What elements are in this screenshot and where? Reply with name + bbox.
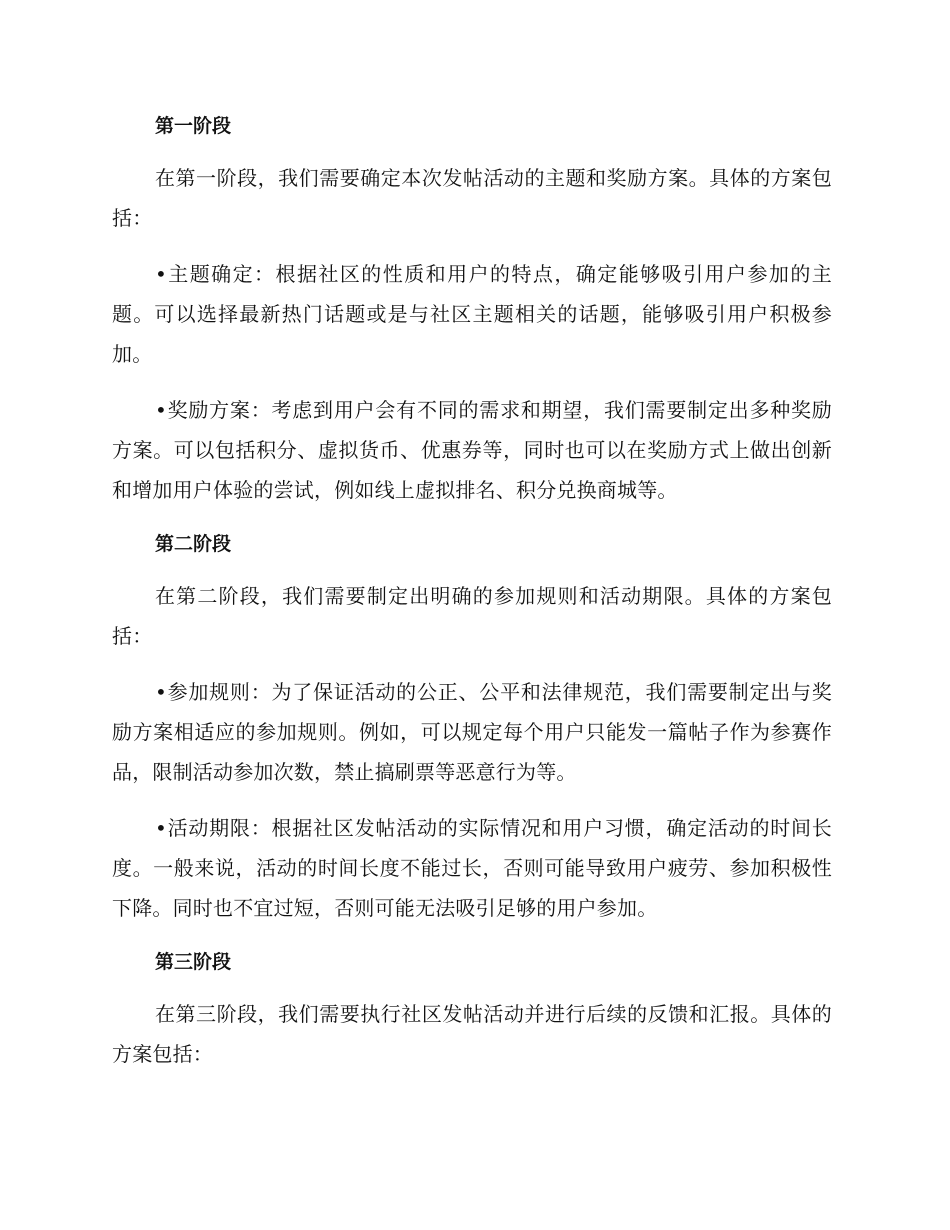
bullet-paragraph: •主题确定：根据社区的性质和用户的特点，确定能够吸引用户参加的主题。可以选择最新热门话题或是与社区主题相关的话题，能够吸引用户积极参加。: [112, 262, 832, 366]
paragraph: 在第三阶段，我们需要执行社区发帖活动并进行后续的反馈和汇报。具体的方案包括：: [112, 1002, 832, 1066]
section-heading: 第三阶段: [155, 951, 232, 973]
bullet-paragraph: •奖励方案：考虑到用户会有不同的需求和期望，我们需要制定出多种奖励方案。可以包括积分、虚拟货币、优惠券等，同时也可以在奖励方式上做出创新和增加用户体验的尝试，例如线上虚拟排名、积分兑换商城等。: [112, 398, 832, 502]
section-stage-3: [112, 944, 832, 1074]
paragraph: 在第一阶段，我们需要确定本次发帖活动的主题和奖励方案。具体的方案包括：: [112, 166, 832, 230]
section-heading: 第一阶段: [155, 115, 232, 137]
document-body: [112, 108, 832, 1074]
section-heading: 第二阶段: [155, 533, 232, 555]
paragraph: 在第二阶段，我们需要制定出明确的参加规则和活动期限。具体的方案包括：: [112, 584, 832, 648]
bullet-paragraph: •参加规则：为了保证活动的公正、公平和法律规范，我们需要制定出与奖励方案相适应的参加规则。例如，可以规定每个用户只能发一篇帖子作为参赛作品，限制活动参加次数，禁止搞刷票等恶意行为等。: [112, 680, 832, 784]
section-stage-1: [112, 108, 832, 526]
bullet-paragraph: •活动期限：根据社区发帖活动的实际情况和用户习惯，确定活动的时间长度。一般来说，活动的时间长度不能过长，否则可能导致用户疲劳、参加积极性下降。同时也不宜过短，否则可能无法吸引足够的用户参加。: [112, 816, 832, 920]
section-stage-2: [112, 526, 832, 944]
